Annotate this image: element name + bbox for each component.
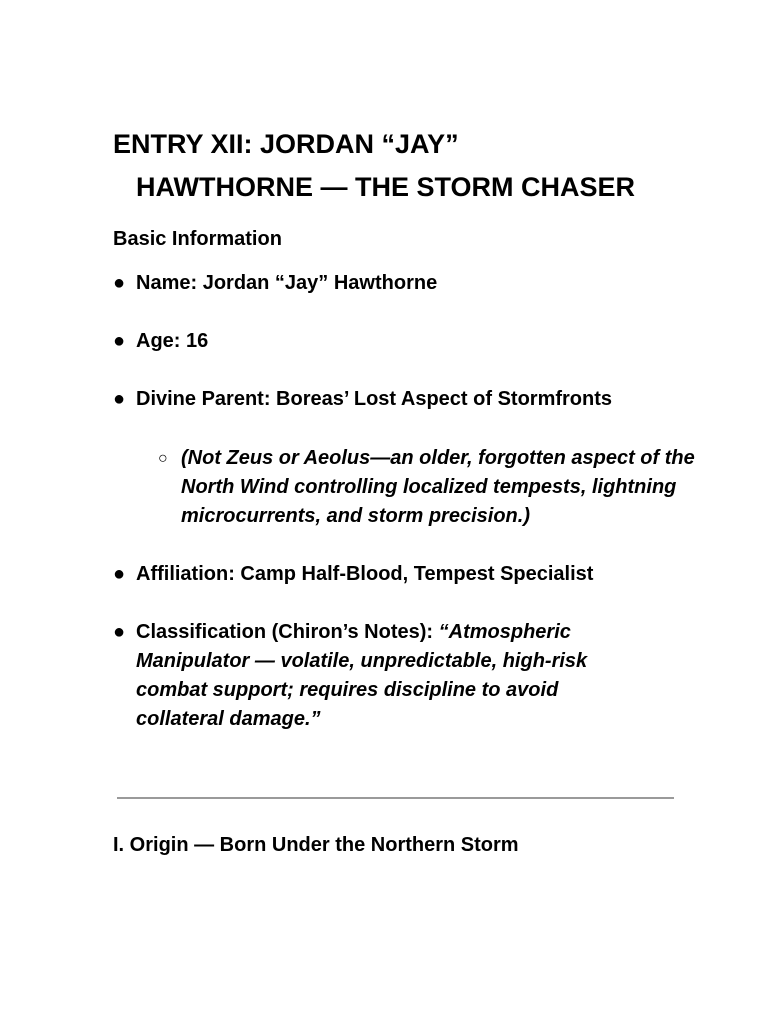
- section-origin-heading: I. Origin — Born Under the Northern Storm: [113, 834, 519, 856]
- classification-text: [136, 618, 623, 734]
- sub-list-item-divine-parent-note: [158, 444, 698, 531]
- bullet-icon: ●: [113, 563, 126, 585]
- horizontal-divider: [117, 797, 674, 799]
- classification-label: Classification (Chiron’s Notes):: [136, 621, 439, 643]
- entry-title-line-1: ENTRY XII: JORDAN “JAY”: [113, 129, 459, 159]
- list-item-name: [113, 269, 693, 298]
- bullet-icon: ●: [113, 272, 126, 294]
- list-item-affiliation: [113, 560, 693, 589]
- bullet-icon: ●: [113, 330, 126, 352]
- list-item-divine-parent: [113, 385, 693, 414]
- bullet-icon: ●: [113, 388, 126, 410]
- affiliation-text: Affiliation: Camp Half-Blood, Tempest Specialist: [136, 563, 594, 585]
- classification-quote: “Atmospheric Manipulator — volatile, unpredictable, high-risk combat support; requires discipline to avoid collateral damage.”: [136, 621, 588, 730]
- entry-title: [113, 123, 635, 209]
- divine-parent-text: Divine Parent: Boreas’ Lost Aspect of Stormfronts: [136, 388, 613, 410]
- age-text: Age: 16: [136, 330, 209, 352]
- hollow-bullet-icon: ○: [158, 450, 168, 467]
- list-item-classification: [113, 618, 623, 734]
- list-item-age: [113, 327, 693, 356]
- name-text: Name: Jordan “Jay” Hawthorne: [136, 272, 438, 294]
- entry-title-line-2: HAWTHORNE — THE STORM CHASER: [136, 172, 636, 202]
- basic-information-heading: Basic Information: [113, 228, 282, 250]
- bullet-icon: ●: [113, 621, 126, 643]
- divine-parent-note-text: (Not Zeus or Aeolus—an older, forgotten aspect of the North Wind controlling localized tempests, lightning microcurrents, and storm precision.): [181, 447, 695, 527]
